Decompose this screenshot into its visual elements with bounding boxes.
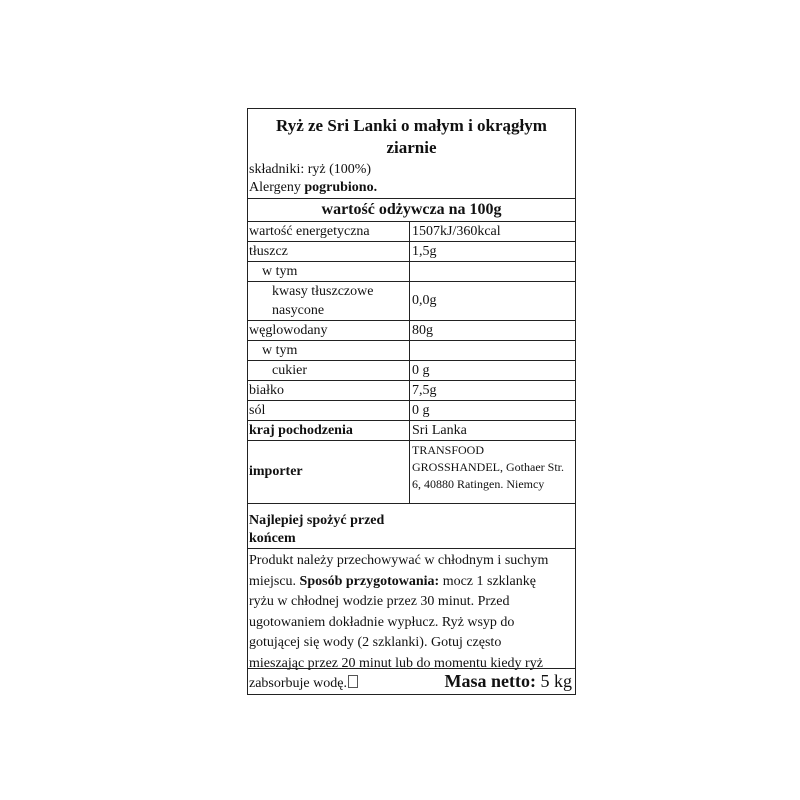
importer-line1: TRANSFOOD [412,443,485,457]
nutrition-row-of-which-1 [248,262,575,282]
product-title: Ryż ze Sri Lanki o małym i okrągłym ziarnie [276,116,547,157]
fat-value: 1,5g [412,244,437,259]
allergens-prefix: Alergeny [249,180,305,195]
nutrition-row-saturated [248,282,575,321]
protein-value: 7,5g [412,383,437,398]
nutrition-row-fat [248,242,575,262]
importer-line3: 6, 40880 Ratingen. Niemcy [412,477,545,491]
storage-line3: ryżu w chłodnej wodzie przez 30 minut. Przed [249,594,510,609]
ingredients-text: składniki: ryż (100%) [249,162,372,177]
nutrition-row-sugar [248,361,575,381]
salt-label: sól [248,401,410,420]
sugar-value: 0 g [412,363,430,378]
net-weight-label: Masa netto: [444,671,536,691]
carb-value: 80g [412,323,433,338]
storage-line2 [249,572,573,593]
saturated-value: 0,0g [412,293,437,308]
energy-value: 1507kJ/360kcal [412,224,501,239]
of-which-label-1: w tym [248,262,410,281]
storage-line2a: miejscu. [249,573,300,589]
of-which-label-2: w tym [248,341,410,360]
importer-row [248,441,575,504]
storage-line1: Produkt należy przechowywać w chłodnym i suchym [249,553,549,568]
saturated-label-line1: kwasy tłuszczowe [272,284,374,299]
saturated-label [248,282,410,320]
origin-row [248,421,575,441]
preparation-heading: Sposób przygotowania: [299,573,440,589]
nutrition-row-protein [248,381,575,401]
saturated-label-line2: nasycone [272,303,325,318]
storage-line5: gotującej się wody (2 szklanki). Gotuj często [249,635,502,650]
net-weight-value: 5 kg [536,671,572,691]
origin-value: Sri Lanka [412,423,467,438]
carb-label: węglowodany [248,321,410,340]
fat-label: tłuszcz [248,242,410,261]
energy-label: wartość energetyczna [248,222,410,241]
best-before [248,504,575,549]
best-before-line2: końcem [249,531,296,546]
importer-value [410,441,575,503]
salt-value: 0 g [412,403,430,418]
storage-line4: ugotowaniem dokładnie wypłucz. Ryż wsyp do [249,614,515,630]
importer-line2: GROSSHANDEL, Gothaer Str. [412,460,564,474]
best-before-line1: Najlepiej spożyć przed [249,513,385,528]
storage-line6: mieszając przez 20 minut lub do momentu kiedy ryż [249,655,543,671]
nutrition-row-of-which-2 [248,341,575,361]
nutrition-row-salt [248,401,575,421]
nutrition-header: wartość odżywcza na 100g [248,198,575,222]
origin-label: kraj pochodzenia [248,421,410,440]
net-weight [248,668,575,694]
allergens-bold: pogrubiono. [304,180,378,195]
importer-label: importer [248,441,410,503]
storage-line2c: mocz 1 szklankę [439,573,536,589]
nutrition-row-energy [248,222,575,242]
nutrition-row-carbs [248,321,575,341]
protein-label: białko [248,381,410,400]
sugar-label: cukier [248,361,410,380]
product-label [247,108,576,695]
storage-line7-text: zabsorbuje wodę. [249,676,347,691]
allergens-text [248,179,575,197]
